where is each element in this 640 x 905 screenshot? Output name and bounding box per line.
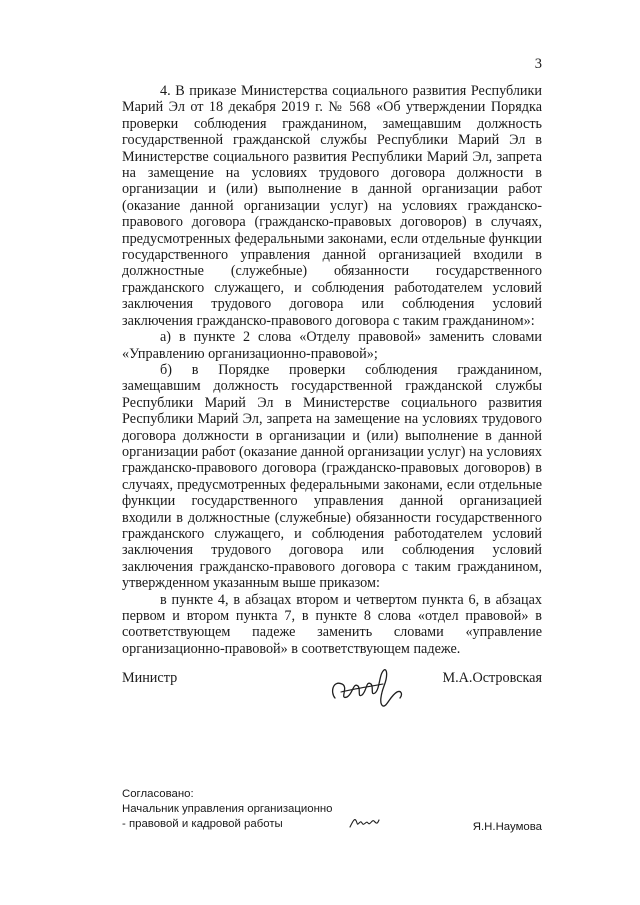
paragraph-subitem-b: б) в Порядке проверки соблюдения гражданином, замещавшим должность государственной гражданской службы Республики Марий Эл в Министерстве социального развития Республики Марий Эл, запрета на замещение на условиях трудового договора должности в организации и (или) выполнение в данной организации работ (оказание данной организации услуг) на условиях гражданско-правового договора (гражданско-правовых договоров) в случаях, предусмотренных федеральными законами, если отдельные функции государственного управления данной организацией входили в должностные (служебные) обязанности государственного гражданского служащего, и соблюдения работодателем условий заключения трудового договора или соблюдения условий заключения гражданско-правового договора с таким гражданином, утвержденном указанным выше приказом: (122, 361, 542, 592)
approval-signatory-name: Я.Н.Наумова (472, 821, 542, 833)
signatory-name: М.А.Островская (442, 670, 542, 686)
paragraph-item-4: 4. В приказе Министерства социального развития Республики Марий Эл от 18 декабря 2019 г. № 568 «Об утверждении Порядка проверки соблюдения гражданином, замещавшим должность государственной гражданской службы Республики Марий Эл в Министерстве социального развития Республики Марий Эл, запрета на замещение на условиях трудового договора должности в организации и (или) выполнение в данной организации работ (оказание данной организации услуг) на условиях гражданско-правового договора (гражданско-правовых договоров) в случаях, предусмотренных федеральными законами, если отдельные функции государственного управления данной организацией входили в должностные (служебные) обязанности государственного гражданского служащего, и соблюдения работодателем условий заключения трудового договора или соблюдения условий заключения гражданско-правового договора с таким гражданином»: (122, 83, 542, 329)
signatory-title: Министр (122, 670, 178, 686)
approval-position-line-1: Начальник управления организационно (122, 803, 333, 815)
signature-block (122, 662, 542, 712)
approval-position-line-2: - правовой и кадровой работы (122, 818, 283, 830)
document-body (122, 83, 542, 657)
paragraph-subitem-a: а) в пункте 2 слова «Отделу правовой» заменить словами «Управлению организационно-правовой»; (122, 329, 542, 362)
page-number: 3 (534, 56, 542, 72)
paragraph-replacement: в пункте 4, в абзацах втором и четвертом пункта 6, в абзацах первом и втором пункта 7, в пункте 8 слова «отдел правовой» в соответствующем падеже заменить словами «управление организационно-правовой» в соответствующем падеже. (122, 591, 542, 657)
handwritten-signature (327, 662, 407, 710)
approval-heading: Согласовано: (122, 788, 194, 800)
approval-signature (347, 811, 381, 831)
approval-block (122, 787, 542, 832)
